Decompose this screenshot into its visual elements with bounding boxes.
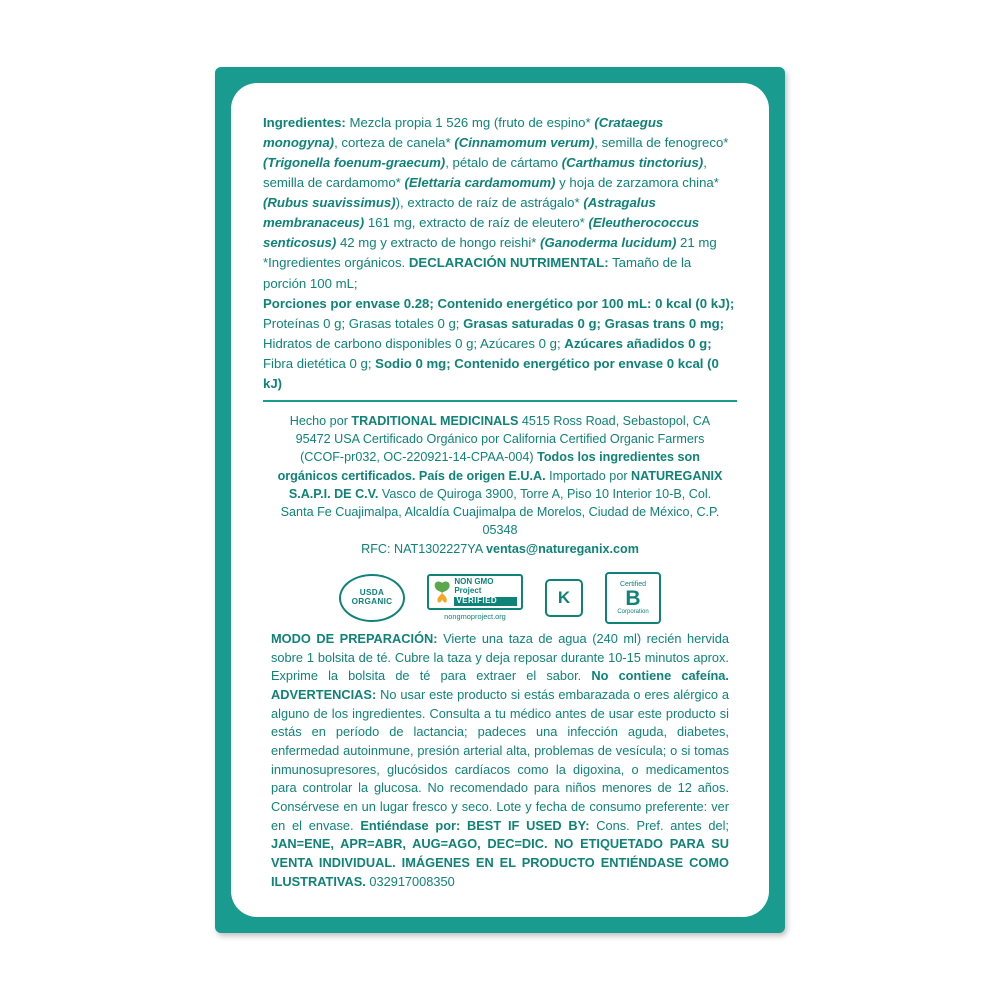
nongmo-box: [427, 574, 523, 610]
lot-code: 032917008350: [365, 873, 455, 889]
ingredients-text-4: , pétalo de cártamo: [445, 155, 562, 171]
ingredients-text-6: y hoja de zarzamora china*: [555, 175, 719, 191]
ingredients-label: Ingredientes:: [263, 115, 346, 130]
latin-name-6: (Rubus suavissimus): [263, 195, 396, 211]
preparation-heading: MODO DE PREPARACIÓN:: [271, 630, 438, 646]
b-corporation-seal: [605, 572, 661, 624]
preparation-text-1: Vierte una taza de agua (240 ml) recién hervida sobre 1 bolsita de té. Cubre la taza y deja reposar durante 10-15 minutos aprox. Exprime la bolsita de té para extraer el sabor.: [271, 630, 730, 684]
warnings-text: No usar este producto si estás embarazada o eres alérgico a alguno de los ingredientes. Consulta a tu médico antes de usar este producto si estás en período de lactancia; padeces una infección aguda, diabetes, enfermedad autoinmune, presión arterial alta, problemas de vesícula; o si tomas inmunosupresores, glucósidos cardíacos como la digoxina, o medicamentos para controlar la glucosa. No recomendado para niños menores de 12 años. Consérvese en un lugar fresco y seco. Lote y fecha de consumo preferente: ver en el envase.: [271, 686, 729, 833]
nutrition-line-4-bold: Azúcares añadidos 0 g;: [564, 335, 712, 351]
ingredients-text-9: 42 mg y extracto de hongo reishi*: [336, 235, 541, 251]
ingredients-text-7: ), extracto de raíz de astrágalo*: [395, 195, 584, 211]
label-content: [231, 83, 769, 917]
nongmo-verified: VERIFIED: [454, 597, 517, 606]
manufacturer-address: 4515 Ross Road, Sebastopol, CA 95472 USA Certificado Orgánico por California Certified Organic Farmers (CCOF-pr032, OC-220921-14-CPAA-004): [295, 413, 711, 465]
latin-name-7: (Astragalus membranaceus): [263, 195, 656, 231]
latin-name-5: (Elettaria cardamomum): [404, 175, 556, 191]
latin-name-1: (Crataegus monogyna): [263, 115, 664, 151]
made-by-label: Hecho por: [289, 413, 352, 428]
nutrition-line-5-bold: Sodio 0 mg; Contenido energético por envase 0 kcal (0 kJ): [263, 355, 719, 391]
bcorp-letter: B: [625, 586, 641, 610]
nutrition-line-4-plain: Hidratos de carbono disponibles 0 g; Azúcares 0 g;: [263, 335, 565, 351]
importer-name: NATUREGANIX S.A.P.I. DE C.V.: [288, 468, 723, 501]
ingredients-nutrition-block: [263, 113, 737, 402]
month-abbreviations: JAN=ENE, APR=ABR, AUG=AGO, DEC=DIC. NO ETIQUETADO PARA SU VENTA INDIVIDUAL. IMÁGENES EN EL PRODUCTO ENTIÉNDASE COMO ILUSTRATIVAS.: [271, 836, 729, 889]
nongmo-url[interactable]: nongmoproject.org: [444, 612, 506, 622]
kosher-k-seal: [545, 579, 583, 617]
usda-seal-line-1: USDA: [359, 588, 385, 598]
latin-name-3: (Trigonella foenum-graecum): [263, 155, 446, 171]
warnings-heading: ADVERTENCIAS:: [271, 686, 377, 702]
latin-name-8: (Eleutherococcus senticosus): [263, 215, 700, 251]
non-gmo-project-verified-seal: [427, 574, 523, 621]
ingredients-paragraph: [263, 113, 737, 294]
bcorp-certified-label: Certified: [619, 580, 647, 588]
preparation-warnings-block: [271, 630, 729, 891]
latin-name-4: (Carthamus tinctorius): [561, 155, 704, 171]
usda-organic-seal: [339, 574, 405, 622]
ingredients-text-10: 21 mg *Ingredientes orgánicos.: [263, 235, 717, 271]
nutrition-line-5-plain: Fibra dietética 0 g;: [263, 355, 376, 371]
preparation-text-3: Cons. Pref. antes del;: [589, 817, 729, 833]
best-if-used-by-label: Entiéndase por: BEST IF USED BY:: [360, 817, 590, 833]
nongmo-line-1: NON: [454, 577, 473, 587]
kosher-letter: K: [557, 587, 571, 607]
ingredients-text-2: , corteza de canela*: [334, 135, 455, 151]
certification-seals: [253, 572, 747, 624]
ingredients-text-1: Mezcla propia 1 526 mg (fruto de espino*: [345, 115, 595, 130]
usda-seal-line-2: ORGANIC: [351, 596, 393, 606]
label-card: [231, 83, 769, 917]
nutrition-line-3-bold: Grasas saturadas 0 g; Grasas trans 0 mg;: [463, 315, 725, 331]
importer-label: Importado por: [549, 468, 632, 483]
manufacturer-name: TRADITIONAL MEDICINALS: [351, 413, 519, 428]
butterfly-icon: [433, 579, 451, 605]
ingredients-text-8: 161 mg, extracto de raíz de eleutero*: [364, 215, 589, 231]
nongmo-line-3: Project: [454, 586, 482, 596]
nutrition-line-3-plain: Proteínas 0 g; Grasas totales 0 g;: [263, 315, 464, 331]
package-panel: [215, 67, 785, 933]
bcorp-corporation-label: Corporation: [617, 608, 649, 615]
nutrition-heading: DECLARACIÓN NUTRIMENTAL:: [408, 255, 609, 271]
organic-statement: Todos los ingredientes son orgánicos certificados. País de origen E.U.A.: [277, 450, 700, 483]
nutrition-lines: [263, 294, 737, 394]
contact-email[interactable]: ventas@natureganix.com: [485, 541, 639, 556]
manufacturer-block: [277, 412, 723, 558]
nongmo-line-2: GMO: [474, 577, 494, 587]
no-caffeine-statement: No contiene cafeína.: [591, 668, 729, 684]
ingredients-text-5: , semilla de cardamomo*: [263, 155, 707, 191]
nutrition-line-2: Porciones por envase 0.28; Contenido energético por 100 mL: 0 kcal (0 kJ);: [263, 295, 735, 311]
importer-address: Vasco de Quiroga 3900, Torre A, Piso 10 Interior 10-B, Col. Santa Fe Cuajimalpa, Alcaldía Cuajimalpa de Morelos, Ciudad de México, C.P. 05348: [280, 486, 720, 538]
ingredients-text-3: , semilla de fenogreco*: [594, 135, 729, 151]
latin-name-2: (Cinnamomum verum): [454, 135, 595, 151]
latin-name-9: (Ganoderma lucidum): [540, 235, 677, 251]
nongmo-text: [454, 578, 517, 606]
rfc-number: RFC: NAT1302227YA: [361, 541, 486, 556]
serving-size: Tamaño de la porción 100 mL;: [263, 255, 692, 291]
